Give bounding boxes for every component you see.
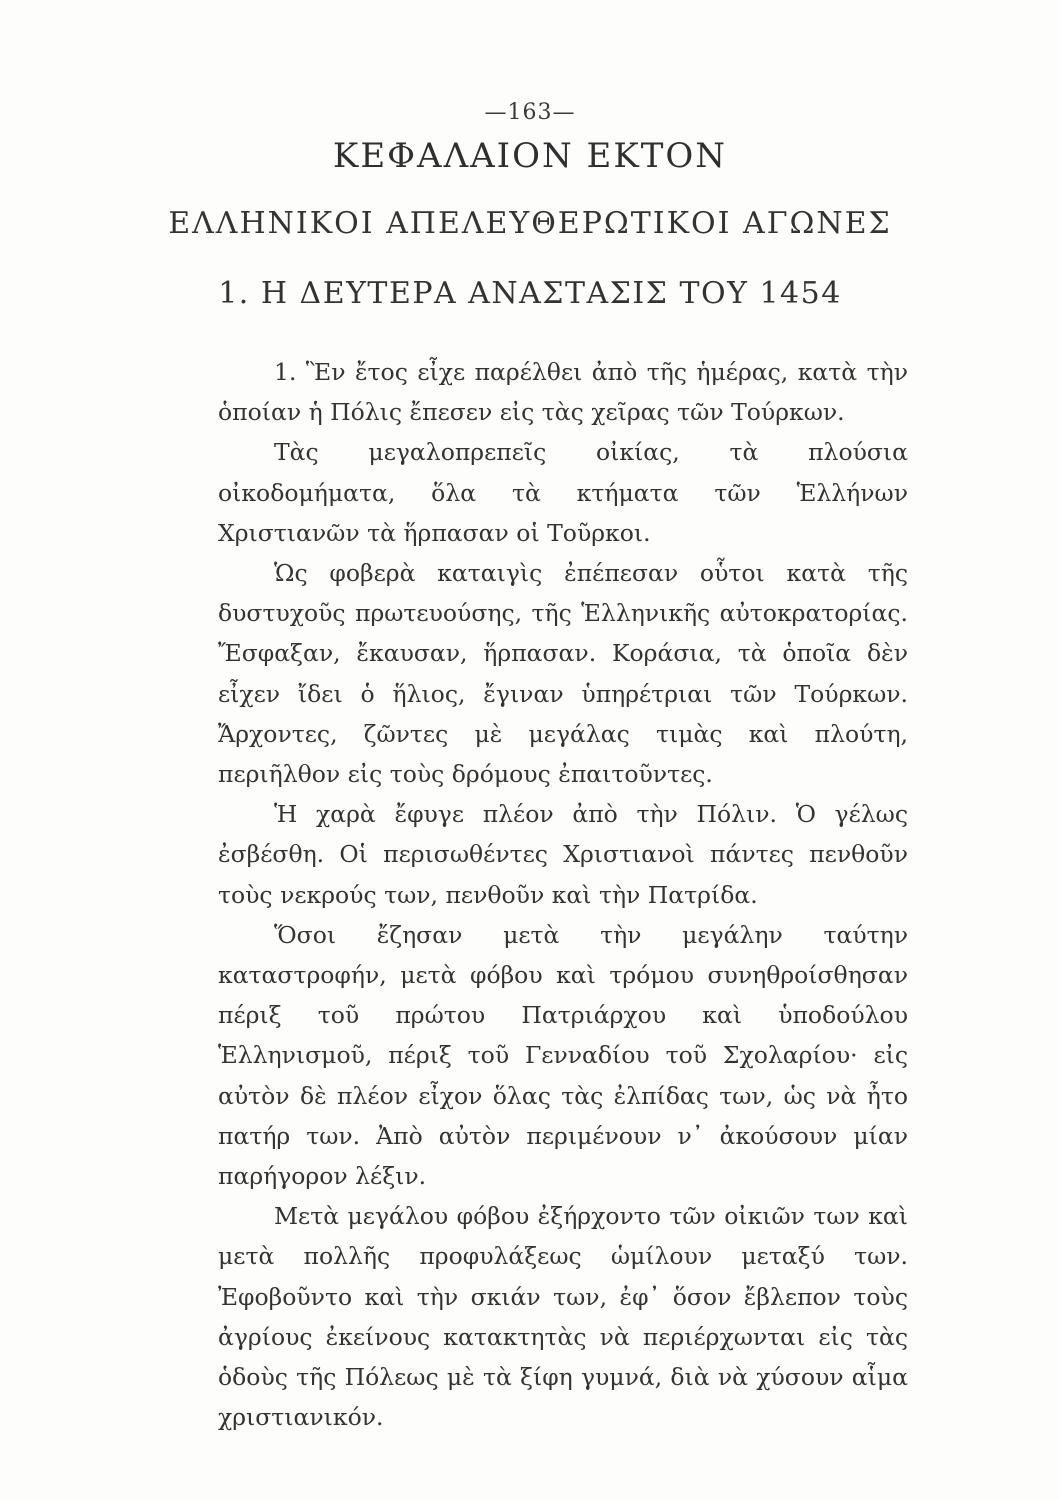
part-title: ΕΛΛΗΝΙΚΟΙ ΑΠΕΛΕΥΘΕΡΩΤΙΚΟΙ ΑΓΩΝΕΣ	[168, 206, 892, 241]
paragraph: Ὅσοι ἔζησαν μετὰ τὴν μεγάλην ταύτην καταστροφήν, μετὰ φόβου καὶ τρόμου συνηθροίσθησαν πέριξ τοῦ πρώτου Πατριάρχου καὶ ὑποδούλου Ἑλληνισμοῦ, πέριξ τοῦ Γενναδίου τοῦ Σχολαρίου· εἰς αὐτὸν δὲ πλέον εἶχον ὅλας τὰς ἐλπίδας των, ὡς νὰ ἦτο πατήρ των. Ἀπὸ αὐτὸν περιμένουν ν᾽ ἀκούσουν μίαν παρήγορον λέξιν.	[218, 920, 908, 1191]
paragraph: Μετὰ μεγάλου φόβου ἐξήρχοντο τῶν οἰκιῶν των καὶ μετὰ πολλῆς προφυλάξεως ὡμίλουν μεταξύ των. Ἐφοβοῦντο καὶ τὴν σκιάν των, ἐφ᾽ ὅσον ἔβλεπον τοὺς ἀγρίους ἐκείνους κατακτητὰς νὰ περιέρχωνται εἰς τὰς ὁδοὺς τῆς Πόλεως μὲ τὰ ξίφη γυμνά, διὰ νὰ χύσουν αἷμα χριστιανικόν.	[218, 1202, 908, 1432]
paragraph: Ὡς φοβερὰ καταιγὶς ἐπέπεσαν οὗτοι κατὰ τῆς δυστυχοῦς πρωτευούσης, τῆς Ἑλληνικῆς αὐτοκρατορίας. Ἔσφαξαν, ἔκαυσαν, ἥρπασαν. Κοράσια, τὰ ὁποῖα δὲν εἶχεν ἴδει ὁ ἥλιος, ἔγιναν ὑπηρέτριαι τῶν Τούρκων. Ἄρχοντες, ζῶντες μὲ μεγάλας τιμὰς καὶ πλούτη, περιῆλθον εἰς τοὺς δρόμους ἐπαιτοῦντες.	[218, 559, 908, 789]
page-number: —163—	[484, 100, 576, 125]
chapter-heading: ΚΕΦΑΛΑΙΟΝ ΕΚΤΟΝ	[332, 136, 728, 176]
paragraph: Τὰς μεγαλοπρεπεῖς οἰκίας, τὰ πλούσια οἰκοδομήματα, ὅλα τὰ κτήματα τῶν Ἑλλήνων Χριστιανῶν τὰ ἥρπασαν οἱ Τοῦρκοι.	[218, 438, 908, 547]
paragraph: 1. Ἓν ἔτος εἶχε παρέλθει ἀπὸ τῆς ἡμέρας, κατὰ τὴν ὁποίαν ἡ Πόλις ἔπεσεν εἰς τὰς χεῖρας τῶν Τούρκων.	[218, 358, 908, 427]
paragraph: Ἡ χαρὰ ἔφυγε πλέον ἀπὸ τὴν Πόλιν. Ὁ γέλως ἐσβέσθη. Οἱ περισωθέντες Χριστιανοὶ πάντες πενθοῦν τοὺς νεκρούς των, πενθοῦν καὶ τὴν Πατρίδα.	[218, 800, 908, 909]
body-text	[218, 352, 908, 1437]
section-title: 1. Η ΔΕΥΤΕΡΑ ΑΝΑΣΤΑΣΙΣ ΤΟΥ 1454	[218, 276, 842, 311]
